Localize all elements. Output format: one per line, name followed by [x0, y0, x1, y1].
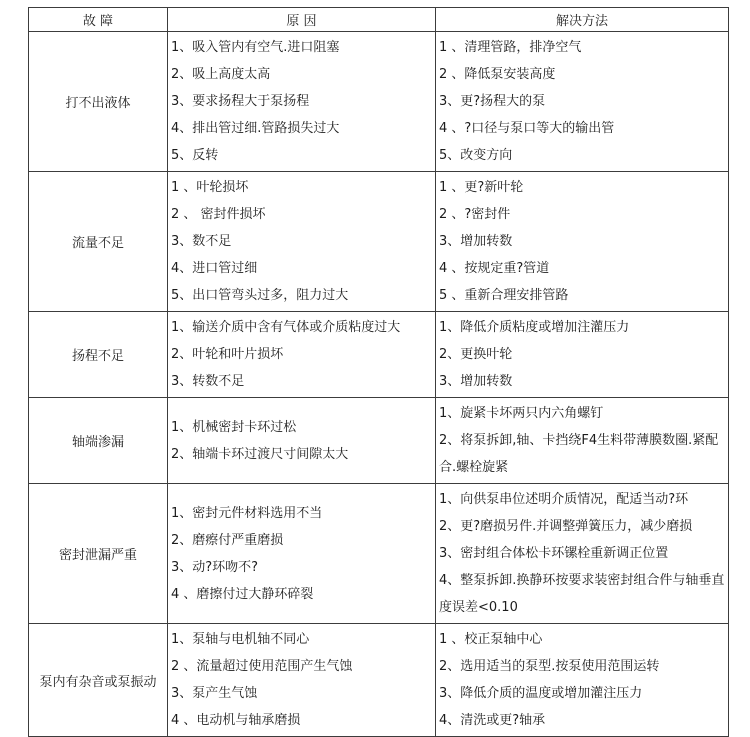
- causes-cell: [168, 172, 436, 312]
- cause-item: 1、密封元件材料选用不当: [171, 505, 323, 521]
- cause-item: 2、吸上高度太高: [171, 67, 271, 82]
- solution-item: 4 、按规定重?管道: [439, 261, 550, 276]
- cause-item: 2 、流量超过使用范围产生气蚀: [171, 659, 353, 674]
- solution-item: 2 、降低泵安装高度: [439, 67, 556, 82]
- fault-cell: 流量不足: [29, 172, 168, 312]
- cause-item: 1、吸入管内有空气.进口阻塞: [171, 40, 340, 55]
- fault-cell: 打不出液体: [29, 32, 168, 172]
- solution-item: 2、将泵拆卸,轴、卡挡绕F4生料带薄膜数圈.紧配合.螺栓旋紧: [439, 433, 719, 475]
- solution-item: 2、选用适当的泵型.按泵使用范围运转: [439, 659, 660, 674]
- table-row: [29, 484, 729, 624]
- solutions-cell: [436, 172, 729, 312]
- header-fault: 故 障: [29, 8, 168, 32]
- solution-item: 2、更?磨损另件.并调整弹簧压力，减少磨损: [439, 519, 693, 534]
- troubleshooting-table: [28, 7, 729, 737]
- cause-item: 2、叶轮和叶片损坏: [171, 347, 284, 362]
- table-body: [29, 32, 729, 737]
- solution-item: 4、整泵拆卸.换静环按要求装密封组合件与轴垂直度误差<0.10: [439, 573, 725, 615]
- causes-cell: [168, 484, 436, 624]
- table-row: [29, 398, 729, 484]
- causes-cell: [168, 32, 436, 172]
- header-solution: 解决方法: [436, 8, 729, 32]
- cause-item: 1、机械密封卡环过松: [171, 419, 297, 435]
- solutions-cell: [436, 312, 729, 398]
- header-row: [29, 8, 729, 32]
- cause-item: 1、泵轴与电机轴不同心: [171, 632, 310, 647]
- causes-cell: [168, 624, 436, 737]
- cause-item: 4、进口管过细: [171, 261, 258, 276]
- causes-cell: [168, 312, 436, 398]
- table-row: [29, 172, 729, 312]
- solution-item: 5 、重新合理安排管路: [439, 288, 569, 303]
- cause-item: 4 、电动机与轴承磨损: [171, 713, 301, 728]
- solution-item: 1、向供泵串位述明介质情况，配适当动?环: [439, 492, 689, 507]
- solutions-cell: [436, 398, 729, 484]
- table-header: [29, 8, 729, 32]
- solution-item: 4、清洗或更?轴承: [439, 713, 546, 728]
- cause-item: 5、反转: [171, 148, 219, 163]
- solution-item: 3、降低介质的温度或增加灌注压力: [439, 686, 643, 701]
- solution-item: 1、降低介质粘度或增加注灌压力: [439, 320, 630, 335]
- solution-item: 2、更换叶轮: [439, 347, 513, 362]
- fault-cell: 轴端渗漏: [29, 398, 168, 484]
- solution-item: 5、改变方向: [439, 148, 513, 163]
- solution-item: 3、更?扬程大的泵: [439, 94, 546, 109]
- solution-item: 3、增加转数: [439, 234, 513, 249]
- solution-item: 3、密封组合体松卡环镙栓重新调正位置: [439, 546, 669, 561]
- fault-cell: 密封泄漏严重: [29, 484, 168, 624]
- fault-cell: 泵内有杂音或泵振动: [29, 624, 168, 737]
- cause-item: 4 、磨擦付过大静环碎裂: [171, 586, 314, 602]
- cause-item: 3、要求扬程大于泵扬程: [171, 94, 310, 109]
- solutions-cell: [436, 32, 729, 172]
- table-row: [29, 312, 729, 398]
- solution-item: 1 、清理管路，排净空气: [439, 40, 582, 55]
- cause-item: 3、动?环吻不?: [171, 559, 259, 575]
- solutions-cell: [436, 484, 729, 624]
- cause-item: 3、泵产生气蚀: [171, 686, 258, 701]
- cause-item: 2、磨瘵付严重磨损: [171, 532, 284, 548]
- table-row: [29, 32, 729, 172]
- solutions-cell: [436, 624, 729, 737]
- cause-item: 3、转数不足: [171, 374, 245, 389]
- solution-item: 3、增加转数: [439, 374, 513, 389]
- cause-item: 3、数不足: [171, 234, 232, 249]
- solution-item: 4 、?口径与泵口等大的输出管: [439, 121, 615, 136]
- cause-item: 4、排出管过细.管路损失过大: [171, 121, 340, 136]
- cause-item: 1 、叶轮损坏: [171, 180, 249, 195]
- table-row: [29, 624, 729, 737]
- causes-cell: [168, 398, 436, 484]
- fault-cell: 扬程不足: [29, 312, 168, 398]
- solution-item: 1 、更?新叶轮: [439, 180, 524, 195]
- solution-item: 2 、?密封件: [439, 207, 511, 222]
- header-cause: 原 因: [168, 8, 436, 32]
- cause-item: 5、出口管弯头过多，阻力过大: [171, 288, 349, 303]
- cause-item: 1、输送介质中含有气体或介质粘度过大: [171, 320, 401, 335]
- cause-item: 2、轴端卡环过渡尺寸间隙太大: [171, 446, 349, 462]
- solution-item: 1 、校正泵轴中心: [439, 632, 543, 647]
- cause-item: 2 、 密封件损坏: [171, 207, 266, 222]
- solution-item: 1、旋紧卡坏两只内六角螺钉: [439, 406, 604, 421]
